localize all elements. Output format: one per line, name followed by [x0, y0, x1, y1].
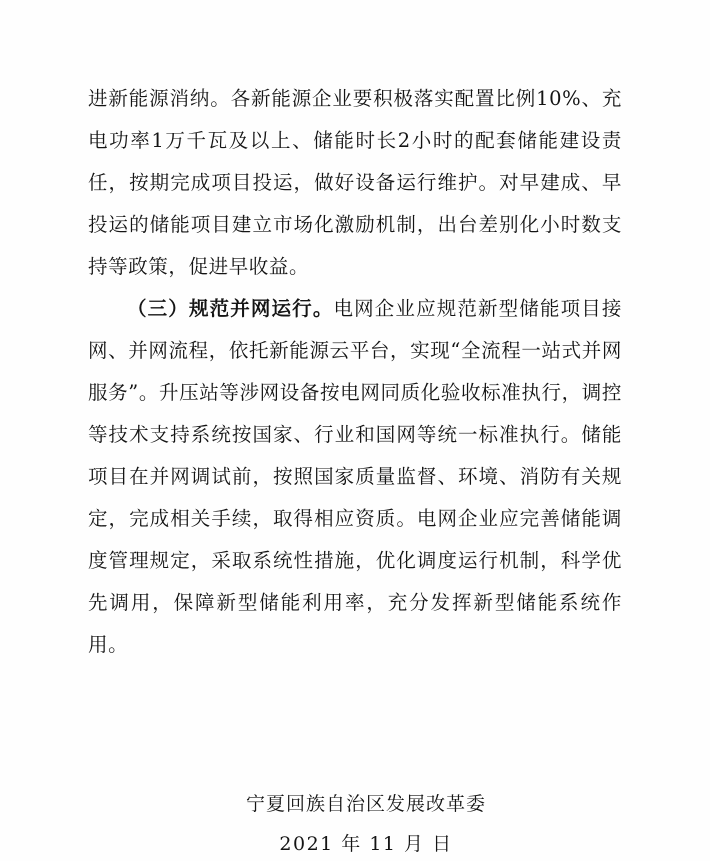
- signature-organization: 宁夏回族自治区发展改革委: [245, 793, 486, 815]
- signature-block: [88, 784, 622, 864]
- paragraph-text: 电网企业应规范新型储能项目接网、并网流程，依托新能源云平台，实现“全流程一站式并网服务”。升压站等涉网设备按电网同质化验收标准执行，调控等技术支持系统按国家、行业和国网等统一标准执行。储能项目在并网调试前，按照国家质量监督、环境、消防有关规定，完成相关手续，取得相应资质。电网企业应完善储能调度管理规定，采取系统性措施，优化调度运行机制，科学优先调用，保障新型储能利用率，充分发挥新型储能系统作用。: [88, 297, 622, 656]
- paragraph-section-three: [88, 288, 622, 666]
- document-body: [88, 78, 622, 666]
- paragraph-text: 进新能源消纳。各新能源企业要积极落实配置比例10%、充电功率1万千瓦及以上、储能时长2小时的配套储能建设责任，按期完成项目投运，做好设备运行维护。对早建成、早投运的储能项目建立市场化激励机制，出台差别化小时数支持等政策，促进早收益。: [88, 87, 622, 278]
- section-heading-lead: （三）规范并网运行。: [127, 297, 334, 320]
- signature-date: 2021 年 11 月 日: [279, 833, 453, 855]
- paragraph-continuation: [88, 78, 622, 288]
